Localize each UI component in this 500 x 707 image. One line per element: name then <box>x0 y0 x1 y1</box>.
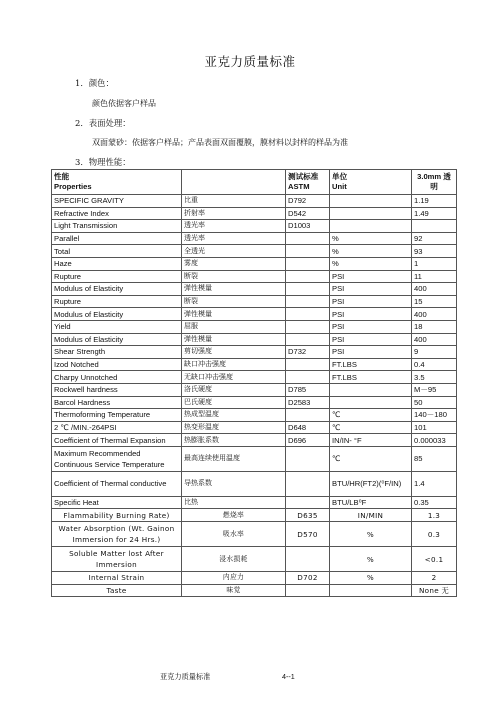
cell-test-standard <box>286 232 330 245</box>
cell-property-en: Specific Heat <box>52 496 182 509</box>
cell-property-en: Taste <box>52 584 182 597</box>
cell-property-en: Modulus of Elasticity <box>52 308 182 321</box>
cell-property-en: Soluble Matter lost After Immersion <box>52 547 182 572</box>
cell-unit: % <box>330 232 412 245</box>
cell-unit <box>330 195 412 208</box>
header-value: 3.0mm 透明 <box>412 170 457 195</box>
cell-property-cn: 热成型温度 <box>182 409 286 422</box>
cell-property-en: Haze <box>52 257 182 270</box>
cell-property-cn: 透光率 <box>182 232 286 245</box>
table-row <box>52 434 457 447</box>
cell-unit: ℃ <box>330 421 412 434</box>
header-blank <box>182 170 286 195</box>
table-row <box>52 257 457 270</box>
cell-property-cn: 弹性模量 <box>182 283 286 296</box>
cell-property-en: SPECIFIC GRAVITY <box>52 195 182 208</box>
cell-property-cn: 燃烧率 <box>182 509 286 522</box>
cell-property-cn: 折射率 <box>182 207 286 220</box>
cell-test-standard: D2583 <box>286 396 330 409</box>
cell-property-cn: 雾度 <box>182 257 286 270</box>
cell-property-en: Rockwell hardness <box>52 383 182 396</box>
cell-value <box>412 220 457 233</box>
cell-property-en: Rupture <box>52 295 182 308</box>
cell-value: 93 <box>412 245 457 258</box>
cell-value: None 无 <box>412 584 457 597</box>
table-row <box>52 295 457 308</box>
cell-property-en: Parallel <box>52 232 182 245</box>
cell-property-cn: 全透光 <box>182 245 286 258</box>
cell-property-en: 2 ℃ /MIN.-264PSI <box>52 421 182 434</box>
table-row <box>52 446 457 471</box>
cell-value: 11 <box>412 270 457 283</box>
cell-property-cn: 热变形温度 <box>182 421 286 434</box>
cell-unit: BTU/LB⁰F <box>330 496 412 509</box>
cell-unit: PSI <box>330 283 412 296</box>
cell-property-en: Yield <box>52 320 182 333</box>
cell-property-en: Barcol Hardness <box>52 396 182 409</box>
cell-value: 15 <box>412 295 457 308</box>
cell-test-standard <box>286 371 330 384</box>
cell-unit: PSI <box>330 295 412 308</box>
cell-property-cn: 内应力 <box>182 572 286 585</box>
cell-unit: PSI <box>330 333 412 346</box>
cell-test-standard: D648 <box>286 421 330 434</box>
section-1-body: 颜色依据客户样品 <box>92 99 156 108</box>
table-row <box>52 383 457 396</box>
cell-property-cn: 最高连续使用温度 <box>182 446 286 471</box>
cell-value: 400 <box>412 283 457 296</box>
cell-property-cn: 弹性模量 <box>182 333 286 346</box>
document-title: 亚克力质量标准 <box>204 54 296 69</box>
table-header-row <box>52 170 457 195</box>
cell-unit: % <box>330 257 412 270</box>
table-row <box>52 471 457 496</box>
section-2-label: 2．表面处理： <box>75 118 131 128</box>
cell-unit <box>330 207 412 220</box>
table-row <box>52 409 457 422</box>
cell-test-standard: D732 <box>286 346 330 359</box>
cell-value: 92 <box>412 232 457 245</box>
cell-unit: ℃ <box>330 409 412 422</box>
cell-unit: % <box>330 547 412 572</box>
table-row <box>52 245 457 258</box>
table-row <box>52 270 457 283</box>
cell-property-cn: 断裂 <box>182 295 286 308</box>
cell-test-standard: D792 <box>286 195 330 208</box>
cell-value: 0.35 <box>412 496 457 509</box>
cell-value: 50 <box>412 396 457 409</box>
cell-test-standard: D702 <box>286 572 330 585</box>
header-properties: 性能 Properties <box>52 170 182 195</box>
cell-test-standard: D570 <box>286 522 330 547</box>
cell-value: 1.3 <box>412 509 457 522</box>
cell-property-en: Refractive Index <box>52 207 182 220</box>
cell-value: 101 <box>412 421 457 434</box>
cell-value: 0.4 <box>412 358 457 371</box>
cell-unit: % <box>330 245 412 258</box>
cell-test-standard: D785 <box>286 383 330 396</box>
section-2-body: 双面蒙砂：依据客户样品；产品表面双面覆膜，膜材料以封样的样品为准 <box>92 138 348 147</box>
cell-property-cn: 导热系数 <box>182 471 286 496</box>
table-row <box>52 195 457 208</box>
cell-value: 400 <box>412 308 457 321</box>
table-row <box>52 584 457 597</box>
cell-value: <0.1 <box>412 547 457 572</box>
cell-unit: PSI <box>330 320 412 333</box>
cell-value: M－95 <box>412 383 457 396</box>
cell-unit <box>330 396 412 409</box>
header-standard: 测试标准 ASTM <box>286 170 330 195</box>
cell-property-cn: 热膨胀系数 <box>182 434 286 447</box>
cell-property-cn: 味觉 <box>182 584 286 597</box>
header-unit: 单位 Unit <box>330 170 412 195</box>
cell-property-en: Modulus of Elasticity <box>52 283 182 296</box>
table-row <box>52 547 457 572</box>
cell-property-en: Total <box>52 245 182 258</box>
cell-test-standard <box>286 308 330 321</box>
cell-test-standard <box>286 320 330 333</box>
cell-unit <box>330 220 412 233</box>
table-row <box>52 333 457 346</box>
table-row <box>52 232 457 245</box>
cell-value: 1 <box>412 257 457 270</box>
cell-unit: PSI <box>330 346 412 359</box>
cell-property-en: Light Transmission <box>52 220 182 233</box>
cell-property-en: Thermoforming Temperature <box>52 409 182 422</box>
cell-test-standard <box>286 295 330 308</box>
cell-property-cn: 透光率 <box>182 220 286 233</box>
cell-property-en: Izod Notched <box>52 358 182 371</box>
table-row <box>52 207 457 220</box>
table-row <box>52 320 457 333</box>
cell-unit: IN/MIN <box>330 509 412 522</box>
table-row <box>52 358 457 371</box>
physical-properties-table <box>51 169 457 597</box>
table-row <box>52 572 457 585</box>
cell-property-cn: 比热 <box>182 496 286 509</box>
cell-value: 85 <box>412 446 457 471</box>
cell-test-standard: D696 <box>286 434 330 447</box>
cell-value: 140－180 <box>412 409 457 422</box>
cell-property-en: Rupture <box>52 270 182 283</box>
cell-unit <box>330 584 412 597</box>
table-row <box>52 522 457 547</box>
cell-value: 0.3 <box>412 522 457 547</box>
cell-test-standard <box>286 547 330 572</box>
cell-value: 1.4 <box>412 471 457 496</box>
section-3-label: 3．物理性能： <box>75 157 131 167</box>
cell-property-cn: 缺口冲击强度 <box>182 358 286 371</box>
page-number: 4--1 <box>282 672 295 681</box>
table-row <box>52 220 457 233</box>
cell-unit <box>330 383 412 396</box>
cell-property-en: Water Absorption (Wt. Gainon Immersion for 24 Hrs.) <box>52 522 182 547</box>
cell-property-en: Internal Strain <box>52 572 182 585</box>
cell-test-standard <box>286 270 330 283</box>
cell-test-standard <box>286 245 330 258</box>
cell-property-cn: 吸水率 <box>182 522 286 547</box>
cell-value: 0.000033 <box>412 434 457 447</box>
table-row <box>52 496 457 509</box>
cell-unit: FT.LBS <box>330 358 412 371</box>
cell-property-en: Flammability Burning Rate) <box>52 509 182 522</box>
cell-property-cn: 剪切强度 <box>182 346 286 359</box>
cell-unit: ℃ <box>330 446 412 471</box>
cell-test-standard: D635 <box>286 509 330 522</box>
cell-test-standard <box>286 333 330 346</box>
cell-unit: IN/IN- °F <box>330 434 412 447</box>
footer-title: 亚克力质量标准 <box>160 672 211 681</box>
cell-unit: PSI <box>330 270 412 283</box>
section-1-label: 1．颜色： <box>75 78 114 88</box>
cell-property-en: Charpy Unnotched <box>52 371 182 384</box>
table-row <box>52 308 457 321</box>
cell-property-cn: 洛氏硬度 <box>182 383 286 396</box>
cell-test-standard <box>286 584 330 597</box>
cell-property-en: Maximum Recommended Continuous Service Temperature <box>52 446 182 471</box>
table-row <box>52 509 457 522</box>
cell-value: 9 <box>412 346 457 359</box>
table-row <box>52 283 457 296</box>
cell-unit: FT.LBS <box>330 371 412 384</box>
table-row <box>52 346 457 359</box>
cell-unit: % <box>330 572 412 585</box>
table-row <box>52 421 457 434</box>
cell-property-en: Coefficient of Thermal conductive <box>52 471 182 496</box>
cell-test-standard <box>286 409 330 422</box>
cell-property-cn: 巴氏硬度 <box>182 396 286 409</box>
cell-test-standard <box>286 496 330 509</box>
cell-property-cn: 比重 <box>182 195 286 208</box>
cell-property-cn: 无缺口冲击强度 <box>182 371 286 384</box>
cell-test-standard <box>286 471 330 496</box>
table-row <box>52 396 457 409</box>
cell-test-standard <box>286 446 330 471</box>
cell-property-en: Coefficient of Thermal Expansion <box>52 434 182 447</box>
cell-value: 400 <box>412 333 457 346</box>
cell-value: 3.5 <box>412 371 457 384</box>
cell-property-cn: 屈服 <box>182 320 286 333</box>
cell-property-cn: 断裂 <box>182 270 286 283</box>
cell-property-cn: 浸水损耗 <box>182 547 286 572</box>
cell-test-standard: D542 <box>286 207 330 220</box>
cell-property-en: Shear Strength <box>52 346 182 359</box>
cell-unit: BTU/HR(FT2)(⁰F/IN) <box>330 471 412 496</box>
cell-value: 1.19 <box>412 195 457 208</box>
cell-property-cn: 弹性模量 <box>182 308 286 321</box>
cell-test-standard <box>286 257 330 270</box>
cell-unit: PSI <box>330 308 412 321</box>
cell-unit: % <box>330 522 412 547</box>
cell-value: 2 <box>412 572 457 585</box>
cell-test-standard <box>286 358 330 371</box>
cell-test-standard <box>286 283 330 296</box>
cell-property-en: Modulus of Elasticity <box>52 333 182 346</box>
cell-value: 1.49 <box>412 207 457 220</box>
cell-test-standard: D1003 <box>286 220 330 233</box>
cell-value: 18 <box>412 320 457 333</box>
table-row <box>52 371 457 384</box>
